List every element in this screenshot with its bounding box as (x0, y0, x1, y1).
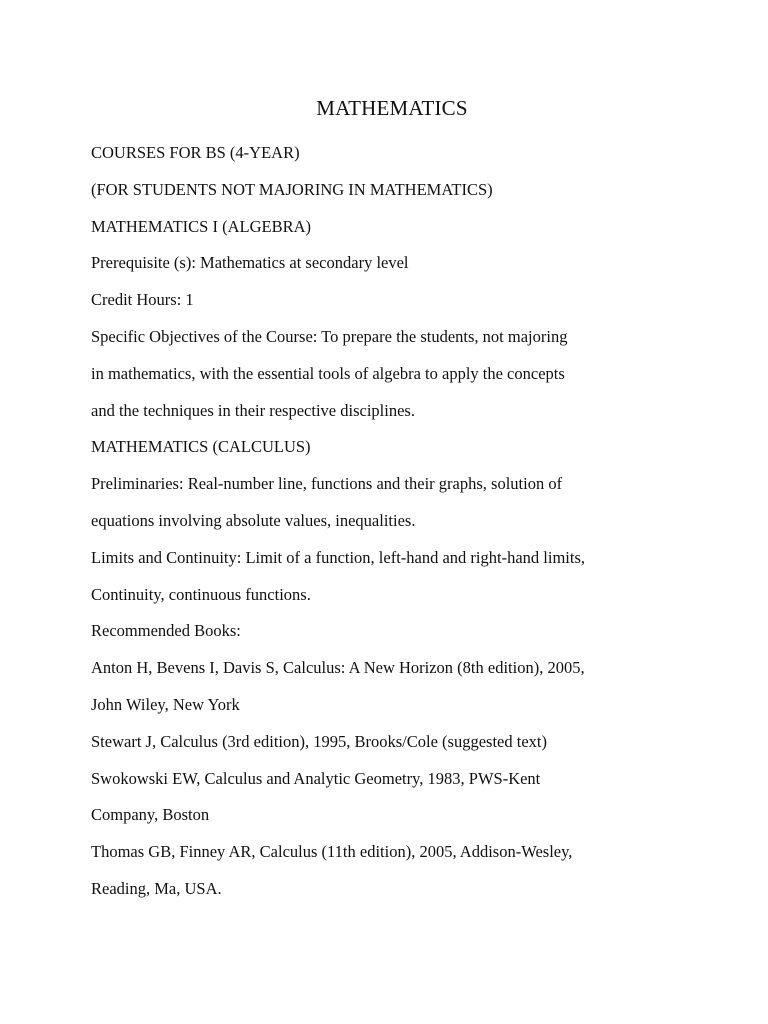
recommended-books-heading: Recommended Books: (91, 621, 241, 641)
book-swokowski-line-1: Swokowski EW, Calculus and Analytic Geometry, 1983, PWS-Kent (91, 768, 541, 788)
course-heading: COURSES FOR BS (4-YEAR) (91, 143, 300, 162)
limits-line-2: Continuity, continuous functions. (91, 584, 311, 604)
document-title: MATHEMATICS (316, 96, 468, 120)
credit-hours-line: Credit Hours: 1 (91, 290, 194, 310)
preliminaries-line-1: Preliminaries: Real-number line, functions and their graphs, solution of (91, 474, 563, 494)
book-stewart: Stewart J, Calculus (3rd edition), 1995, Brooks/Cole (suggested text) (91, 731, 547, 751)
course-audience: (FOR STUDENTS NOT MAJORING IN MATHEMATICS) (91, 179, 493, 199)
algebra-heading: MATHEMATICS I (ALGEBRA) (91, 216, 311, 236)
limits-line-1: Limits and Continuity: Limit of a function, left-hand and right-hand limits, (91, 547, 586, 567)
preliminaries-line-2: equations involving absolute values, inequalities. (91, 510, 416, 530)
book-thomas-line-1: Thomas GB, Finney AR, Calculus (11th edition), 2005, Addison-Wesley, (91, 842, 573, 862)
book-thomas-line-2: Reading, Ma, USA. (91, 878, 222, 898)
document-body (91, 135, 751, 908)
book-swokowski-line-2: Company, Boston (91, 805, 210, 825)
objectives-line-2: in mathematics, with the essential tools of algebra to apply the concepts (91, 363, 565, 383)
objectives-line-3: and the techniques in their respective disciplines. (91, 400, 415, 420)
prerequisite-line: Prerequisite (s): Mathematics at secondary level (91, 253, 409, 273)
book-anton-line-1: Anton H, Bevens I, Davis S, Calculus: A New Horizon (8th edition), 2005, (91, 658, 585, 678)
book-anton-line-2: John Wiley, New York (91, 694, 240, 714)
objectives-line-1: Specific Objectives of the Course: To prepare the students, not majoring (91, 326, 568, 346)
calculus-heading: MATHEMATICS (CALCULUS) (91, 437, 311, 457)
